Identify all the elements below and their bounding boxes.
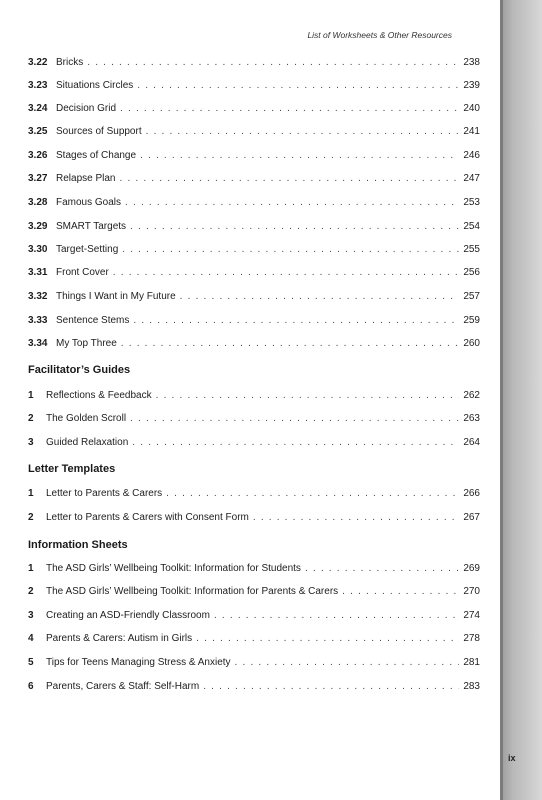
dot-leader	[166, 488, 459, 500]
toc-entry	[28, 437, 480, 449]
dot-leader	[120, 103, 459, 115]
entry-number: 3.28	[28, 197, 48, 208]
entry-page: 257	[463, 291, 480, 302]
page-edge-shadow	[500, 0, 542, 800]
toc-entry	[28, 681, 480, 693]
entry-number: 3.23	[28, 80, 48, 91]
toc-entry	[28, 291, 480, 303]
toc-entry	[28, 633, 480, 645]
dot-leader	[214, 610, 459, 622]
dot-leader	[137, 80, 459, 92]
entry-page: 239	[463, 80, 480, 91]
entry-page: 267	[463, 512, 480, 523]
toc-entry	[28, 267, 480, 279]
entry-title: The ASD Girls’ Wellbeing Toolkit: Information for Students	[46, 563, 301, 574]
dot-leader	[146, 126, 460, 138]
entry-number: 5	[28, 657, 34, 668]
entry-number: 3.32	[28, 291, 48, 302]
dot-leader	[140, 150, 459, 162]
entry-title: Parents, Carers & Staff: Self-Harm	[46, 681, 200, 692]
toc-entry	[28, 657, 480, 669]
entry-page: 278	[463, 633, 480, 644]
entry-number: 1	[28, 488, 34, 499]
entry-title: Decision Grid	[56, 103, 117, 114]
entry-number: 6	[28, 681, 34, 692]
entry-title: Reflections & Feedback	[46, 390, 152, 401]
dot-leader	[113, 267, 460, 279]
entry-title: The Golden Scroll	[46, 413, 127, 424]
entry-number: 4	[28, 633, 34, 644]
entry-title: SMART Targets	[56, 221, 127, 232]
page-folio: ix	[508, 753, 516, 763]
entry-title: Stages of Change	[56, 150, 137, 161]
toc-entry	[28, 610, 480, 622]
entry-number: 2	[28, 413, 34, 424]
entry-title: Sentence Stems	[56, 315, 130, 326]
toc-entry	[28, 413, 480, 425]
entry-page: 274	[463, 610, 480, 621]
entry-title: Famous Goals	[56, 197, 122, 208]
toc-entry	[28, 173, 480, 185]
entry-number: 1	[28, 390, 34, 401]
entry-page: 240	[463, 103, 480, 114]
dot-leader	[130, 221, 459, 233]
section-heading-info: Information Sheets	[28, 539, 128, 551]
toc-entry	[28, 126, 480, 138]
toc-entry	[28, 57, 480, 69]
toc-entry	[28, 563, 480, 575]
entry-number: 3.25	[28, 126, 48, 137]
entry-title: The ASD Girls’ Wellbeing Toolkit: Information for Parents & Carers	[46, 586, 339, 597]
entry-page: 283	[463, 681, 480, 692]
entry-title: Sources of Support	[56, 126, 142, 137]
entry-number: 3.22	[28, 57, 48, 68]
entry-page: 238	[463, 57, 480, 68]
toc-entry	[28, 197, 480, 209]
entry-title: Letter to Parents & Carers with Consent Form	[46, 512, 249, 523]
entry-page: 270	[463, 586, 480, 597]
toc-entry	[28, 338, 480, 350]
entry-number: 1	[28, 563, 34, 574]
toc-entry	[28, 80, 480, 92]
entry-number: 2	[28, 512, 34, 523]
toc-entry	[28, 150, 480, 162]
entry-page: 254	[463, 221, 480, 232]
entry-page: 269	[463, 563, 480, 574]
entry-page: 253	[463, 197, 480, 208]
toc-entry	[28, 244, 480, 256]
toc-entry	[28, 390, 480, 402]
entry-number: 3.27	[28, 173, 48, 184]
dot-leader	[203, 681, 459, 693]
entry-number: 3.33	[28, 315, 48, 326]
entry-number: 3	[28, 610, 34, 621]
entry-number: 3.24	[28, 103, 48, 114]
entry-title: Tips for Teens Managing Stress & Anxiety	[46, 657, 231, 668]
entry-page: 246	[463, 150, 480, 161]
dot-leader	[305, 563, 459, 575]
entry-title: Front Cover	[56, 267, 109, 278]
dot-leader	[119, 173, 459, 185]
dot-leader	[133, 315, 459, 327]
dot-leader	[235, 657, 460, 669]
dot-leader	[121, 338, 460, 350]
running-head: List of Worksheets & Other Resources	[307, 30, 452, 40]
entry-page: 259	[463, 315, 480, 326]
toc-entry	[28, 315, 480, 327]
entry-title: Things I Want in My Future	[56, 291, 176, 302]
entry-page: 264	[463, 437, 480, 448]
entry-page: 247	[463, 173, 480, 184]
entry-number: 3.31	[28, 267, 48, 278]
entry-page: 255	[463, 244, 480, 255]
dot-leader	[132, 437, 459, 449]
entry-page: 263	[463, 413, 480, 424]
dot-leader	[253, 512, 459, 524]
dot-leader	[342, 586, 459, 598]
dot-leader	[156, 390, 460, 402]
section-heading-letters: Letter Templates	[28, 463, 116, 475]
entry-page: 262	[463, 390, 480, 401]
entry-page: 281	[463, 657, 480, 668]
entry-title: My Top Three	[56, 338, 117, 349]
toc-entry	[28, 221, 480, 233]
toc-entry	[28, 488, 480, 500]
entry-number: 3.34	[28, 338, 48, 349]
dot-leader	[87, 57, 459, 69]
entry-title: Situations Circles	[56, 80, 134, 91]
entry-title: Relapse Plan	[56, 173, 116, 184]
dot-leader	[125, 197, 459, 209]
dot-leader	[130, 413, 459, 425]
entry-page: 260	[463, 338, 480, 349]
entry-title: Guided Relaxation	[46, 437, 129, 448]
entry-number: 3	[28, 437, 34, 448]
dot-leader	[122, 244, 459, 256]
entry-title: Parents & Carers: Autism in Girls	[46, 633, 193, 644]
entry-page: 266	[463, 488, 480, 499]
section-heading-facilitators: Facilitator’s Guides	[28, 364, 131, 376]
entry-number: 2	[28, 586, 34, 597]
toc-entry	[28, 586, 480, 598]
entry-page: 256	[463, 267, 480, 278]
toc-entry	[28, 103, 480, 115]
entry-title: Target-Setting	[56, 244, 119, 255]
entry-title: Letter to Parents & Carers	[46, 488, 163, 499]
dot-leader	[196, 633, 459, 645]
dot-leader	[180, 291, 460, 303]
entry-title: Creating an ASD-Friendly Classroom	[46, 610, 210, 621]
entry-number: 3.26	[28, 150, 48, 161]
entry-number: 3.29	[28, 221, 48, 232]
entry-number: 3.30	[28, 244, 48, 255]
entry-title: Bricks	[56, 57, 84, 68]
entry-page: 241	[463, 126, 480, 137]
toc-entry	[28, 512, 480, 524]
